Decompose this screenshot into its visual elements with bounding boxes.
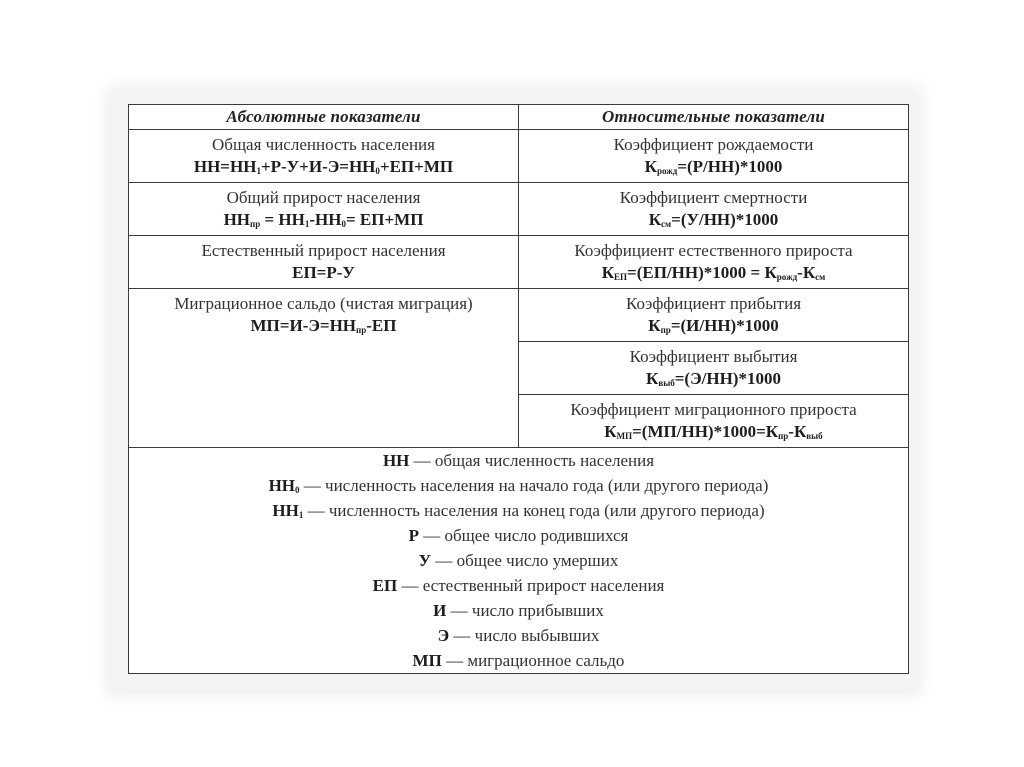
- legend-term: ЕП: [372, 576, 398, 595]
- legend-row: [129, 448, 909, 674]
- indicator-formula: $К_{см}=(У/НН)*1000$: [648, 210, 779, 229]
- header-row: [129, 105, 909, 130]
- indicator-name: Миграционное сальдо (чистая миграция): [174, 294, 473, 313]
- table-row: [129, 236, 909, 289]
- legend-item: [129, 523, 908, 548]
- indicator-formula: $К_{МП}=(МП/НН)*1000=К_{пр}-К_{выб}$: [604, 422, 823, 441]
- legend-item: [129, 648, 908, 673]
- indicator-name: Коэффициент смертности: [619, 188, 808, 207]
- indicator-name: Естественный прирост населения: [201, 241, 446, 260]
- legend-term: И: [433, 601, 447, 620]
- relative-cell-migration-growth-rate: [519, 395, 909, 448]
- absolute-cell-natural-growth: [129, 236, 519, 289]
- legend-desc: — естественный прирост населения: [397, 576, 665, 595]
- legend-term: $НН_0$: [268, 476, 300, 495]
- legend-item: [129, 623, 908, 648]
- indicator-formula: $НН_{пр} = НН_1-НН_0= ЕП+МП$: [223, 210, 424, 229]
- table-row: [129, 130, 909, 183]
- indicator-formula: $К_{ЕП}=(ЕП/НН)*1000 = К_{рожд}-К_{см}$: [601, 263, 826, 282]
- legend-desc: — число прибывших: [446, 601, 604, 620]
- legend-desc: — численность населения на начало года (или другого периода): [299, 476, 769, 495]
- legend-desc: — общее число родившихся: [419, 526, 629, 545]
- legend-item: [129, 448, 908, 473]
- legend-desc: — общее число умерших: [431, 551, 619, 570]
- indicator-name: Коэффициент миграционного прироста: [570, 400, 857, 419]
- legend-term: Э: [437, 626, 450, 645]
- indicator-formula: $НН=НН_1+Р-У+И-Э=НН_0+ЕП+МП$: [193, 157, 454, 176]
- header-relative: Относительные показатели: [519, 105, 909, 130]
- indicator-name: Общая численность населения: [212, 135, 435, 154]
- legend-desc: — численность населения на конец года (или другого периода): [303, 501, 765, 520]
- legend-term: Р: [408, 526, 420, 545]
- relative-cell-birth-rate: [519, 130, 909, 183]
- legend-item: [129, 548, 908, 573]
- indicator-formula: $К_{рожд}=(Р/НН)*1000$: [644, 157, 783, 176]
- relative-cell-death-rate: [519, 183, 909, 236]
- relative-cell-arrival-rate: [519, 289, 909, 342]
- indicator-formula: $МП=И-Э=НН_{пр}-ЕП$: [250, 316, 397, 335]
- indicator-name: Коэффициент выбытия: [629, 347, 798, 366]
- legend-desc: — общая численность населения: [409, 451, 655, 470]
- indicator-name: Коэффициент рождаемости: [613, 135, 814, 154]
- table-row: [129, 183, 909, 236]
- legend-term: МП: [412, 651, 442, 670]
- header-absolute: Абсолютные показатели: [129, 105, 519, 130]
- indicator-name: Коэффициент естественного прироста: [574, 241, 853, 260]
- legend-term: $НН_1$: [272, 501, 304, 520]
- absolute-cell-net-migration: [129, 289, 519, 448]
- legend-item: [129, 573, 908, 598]
- table-row: [129, 289, 909, 342]
- absolute-cell-total-growth: [129, 183, 519, 236]
- absolute-cell-total-population: [129, 130, 519, 183]
- indicator-name: Общий прирост населения: [226, 188, 421, 207]
- legend-cell: [129, 448, 909, 674]
- indicator-formula: $К_{выб}=(Э/НН)*1000$: [646, 369, 781, 388]
- legend-desc: — число выбывших: [449, 626, 600, 645]
- indicator-formula: ЕП=Р-У: [292, 263, 355, 282]
- indicators-table: [128, 104, 909, 674]
- legend-item: [129, 473, 908, 498]
- legend-term: У: [418, 551, 432, 570]
- legend-term: НН: [382, 451, 410, 470]
- legend-item: [129, 498, 908, 523]
- relative-cell-natural-growth-rate: [519, 236, 909, 289]
- indicator-formula: $К_{пр}=(И/НН)*1000$: [648, 316, 779, 335]
- relative-cell-departure-rate: [519, 342, 909, 395]
- legend-desc: — миграционное сальдо: [441, 651, 625, 670]
- indicator-name: Коэффициент прибытия: [625, 294, 802, 313]
- legend-item: [129, 598, 908, 623]
